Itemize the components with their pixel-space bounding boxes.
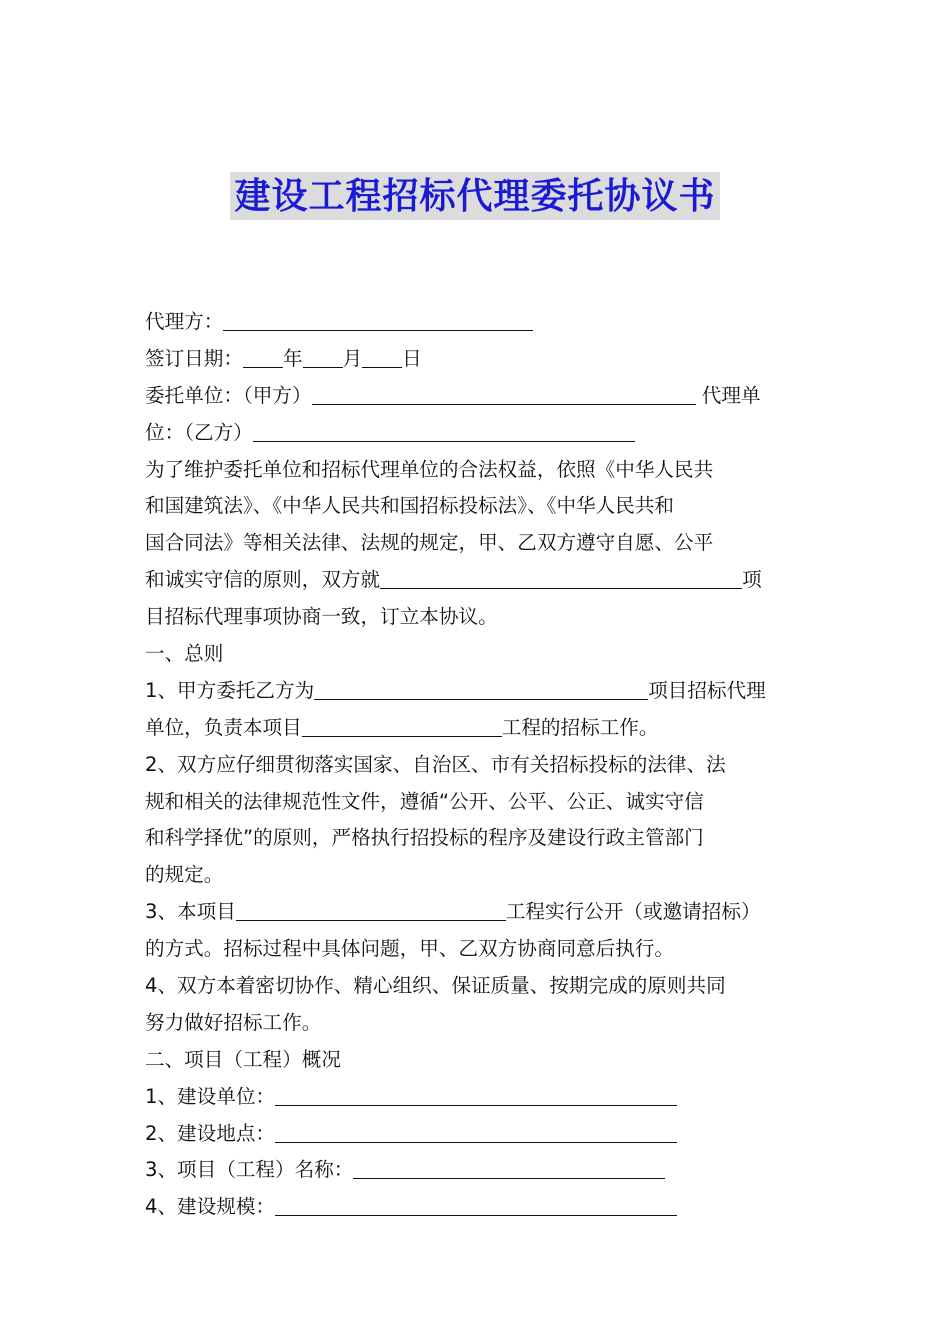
blank-fill-field[interactable] <box>380 565 742 589</box>
text-line-c2a <box>145 747 807 784</box>
blank-fill-field[interactable] <box>253 418 635 442</box>
blank-fill-field[interactable] <box>243 344 283 368</box>
blank-fill-field[interactable] <box>312 381 696 405</box>
line-text: 项目招标代理 <box>648 678 766 702</box>
text-line-c4a <box>145 968 807 1005</box>
line-text: 委托单位：（甲方） <box>145 383 312 407</box>
line-text: 单位，负责本项目 <box>145 715 302 739</box>
blank-fill-field[interactable] <box>223 307 533 331</box>
text-line-s1 <box>145 636 807 673</box>
line-text: 日 <box>402 346 422 370</box>
text-line-client-a <box>145 378 807 415</box>
line-text: 国合同法》等相关法律、法规的规定，甲、乙双方遵守自愿、公平 <box>145 531 714 555</box>
document-title: 建设工程招标代理委托协议书 <box>230 172 719 220</box>
text-line-s2 <box>145 1042 807 1079</box>
text-line-c3b <box>145 931 807 968</box>
text-line-p3 <box>145 525 807 562</box>
line-text: 签订日期： <box>145 346 243 370</box>
text-line-c3a <box>145 894 807 931</box>
line-text: 4、建设规模： <box>145 1195 276 1219</box>
line-text: 代理方： <box>145 310 224 333</box>
line-text: 和国建筑法》、《中华人民共和国招标投标法》、《中华人民共和 <box>145 494 675 518</box>
line-text: 为了维护委托单位和招标代理单位的合法权益，依照《中华人民共 <box>145 457 714 481</box>
text-line-p2 <box>145 488 807 525</box>
line-text: 3、本项目 <box>145 900 236 924</box>
line-text: 年 <box>282 346 303 370</box>
text-line-c2c <box>145 820 807 857</box>
document-body <box>145 304 807 1226</box>
line-text: 规和相关的法律规范性文件，遵循“公开、公平、公正、诚实守信 <box>145 789 704 813</box>
line-text: 和科学择优”的原则，严格执行招投标的程序及建设行政主管部门 <box>145 826 704 850</box>
text-line-c1b <box>145 710 807 747</box>
text-line-sign-date <box>145 341 807 378</box>
text-line-client-b <box>145 415 807 452</box>
blank-fill-field[interactable] <box>275 1082 677 1106</box>
line-text: 代理单 <box>695 383 761 407</box>
line-text: 2、双方应仔细贯彻落实国家、自治区、市有关招标投标的法律、法 <box>145 752 726 776</box>
line-text: 目招标代理事项协商一致，订立本协议。 <box>145 605 498 629</box>
line-text: 位：（乙方） <box>145 420 253 444</box>
text-line-c4b <box>145 1005 807 1042</box>
blank-fill-field[interactable] <box>275 1119 677 1143</box>
line-text: 二、项目（工程）概况 <box>145 1047 341 1071</box>
text-line-o1 <box>145 1079 807 1116</box>
line-text: 工程的招标工作。 <box>501 715 659 739</box>
blank-fill-field[interactable] <box>302 713 502 737</box>
line-text: 的方式。招标过程中具体问题，甲、乙双方协商同意后执行。 <box>145 937 675 961</box>
line-text: 一、总则 <box>145 642 224 666</box>
line-text: 工程实行公开（或邀请招标） <box>505 900 761 924</box>
text-line-o3 <box>145 1152 807 1189</box>
text-line-agent <box>145 304 807 341</box>
text-line-p4 <box>145 562 807 599</box>
line-text: 项 <box>742 568 762 592</box>
blank-fill-field[interactable] <box>303 344 343 368</box>
line-text: 的规定。 <box>145 863 224 887</box>
line-text: 4、双方本着密切协作、精心组织、保证质量、按期完成的原则共同 <box>145 974 726 998</box>
blank-fill-field[interactable] <box>362 344 402 368</box>
text-line-o2 <box>145 1116 807 1153</box>
text-line-c2d <box>145 857 807 894</box>
blank-fill-field[interactable] <box>314 676 648 700</box>
line-text: 3、项目（工程）名称： <box>145 1158 354 1182</box>
blank-fill-field[interactable] <box>236 897 506 921</box>
line-text: 1、甲方委托乙方为 <box>145 678 315 702</box>
title-container <box>0 172 950 220</box>
line-text: 和诚实守信的原则，双方就 <box>145 568 381 592</box>
line-text: 月 <box>342 346 363 370</box>
line-text: 1、建设单位： <box>145 1084 276 1108</box>
line-text: 2、建设地点： <box>145 1121 276 1145</box>
text-line-p5 <box>145 599 807 636</box>
line-text: 努力做好招标工作。 <box>145 1010 322 1034</box>
text-line-c2b <box>145 784 807 821</box>
blank-fill-field[interactable] <box>275 1192 677 1216</box>
blank-fill-field[interactable] <box>353 1155 665 1179</box>
text-line-p1 <box>145 452 807 489</box>
text-line-c1a <box>145 673 807 710</box>
text-line-o4 <box>145 1189 807 1226</box>
